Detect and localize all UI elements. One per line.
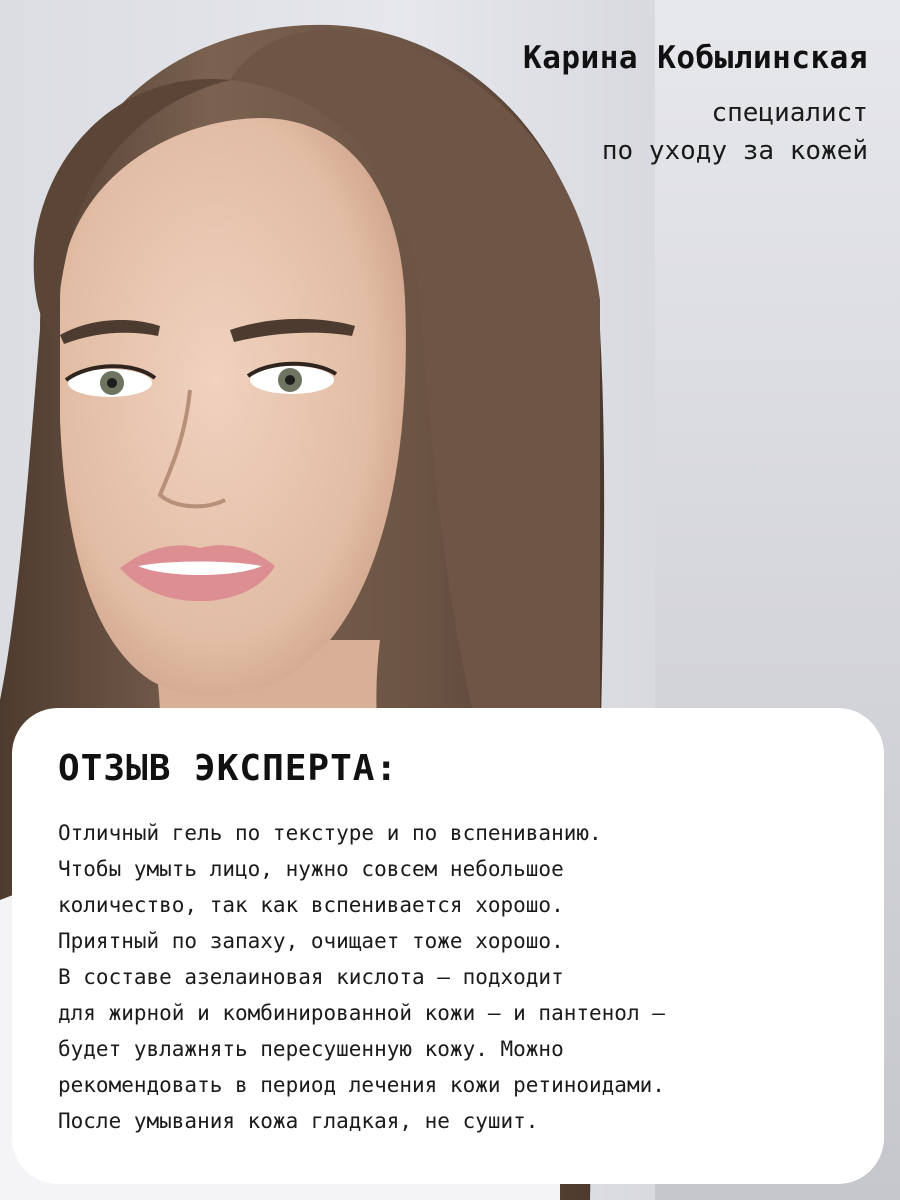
review-line: Приятный по запаху, очищает тоже хорошо. xyxy=(58,929,564,953)
review-card xyxy=(12,708,884,1184)
review-line: Отличный гель по текстуре и по вспениванию. xyxy=(58,821,602,845)
expert-header xyxy=(523,40,868,170)
review-line: После умывания кожа гладкая, не сушит. xyxy=(58,1109,539,1133)
expert-name: Карина Кобылинская xyxy=(523,40,868,76)
expert-role-line: специалист xyxy=(711,98,868,128)
review-line: количество, так как вспенивается хорошо. xyxy=(58,893,564,917)
expert-role-line: по уходу за кожей xyxy=(601,136,868,166)
review-title: ОТЗЫВ ЭКСПЕРТА: xyxy=(58,748,399,789)
review-text xyxy=(58,815,838,1139)
review-line: для жирной и комбинированной кожи — и пантенол — xyxy=(58,1001,665,1025)
review-line: В составе азелаиновая кислота — подходит xyxy=(58,965,564,989)
review-line: Чтобы умыть лицо, нужно совсем небольшое xyxy=(58,857,564,881)
expert-role xyxy=(523,94,868,170)
review-line: рекомендовать в период лечения кожи ретиноидами. xyxy=(58,1073,665,1097)
review-line: будет увлажнять пересушенную кожу. Можно xyxy=(58,1037,564,1061)
